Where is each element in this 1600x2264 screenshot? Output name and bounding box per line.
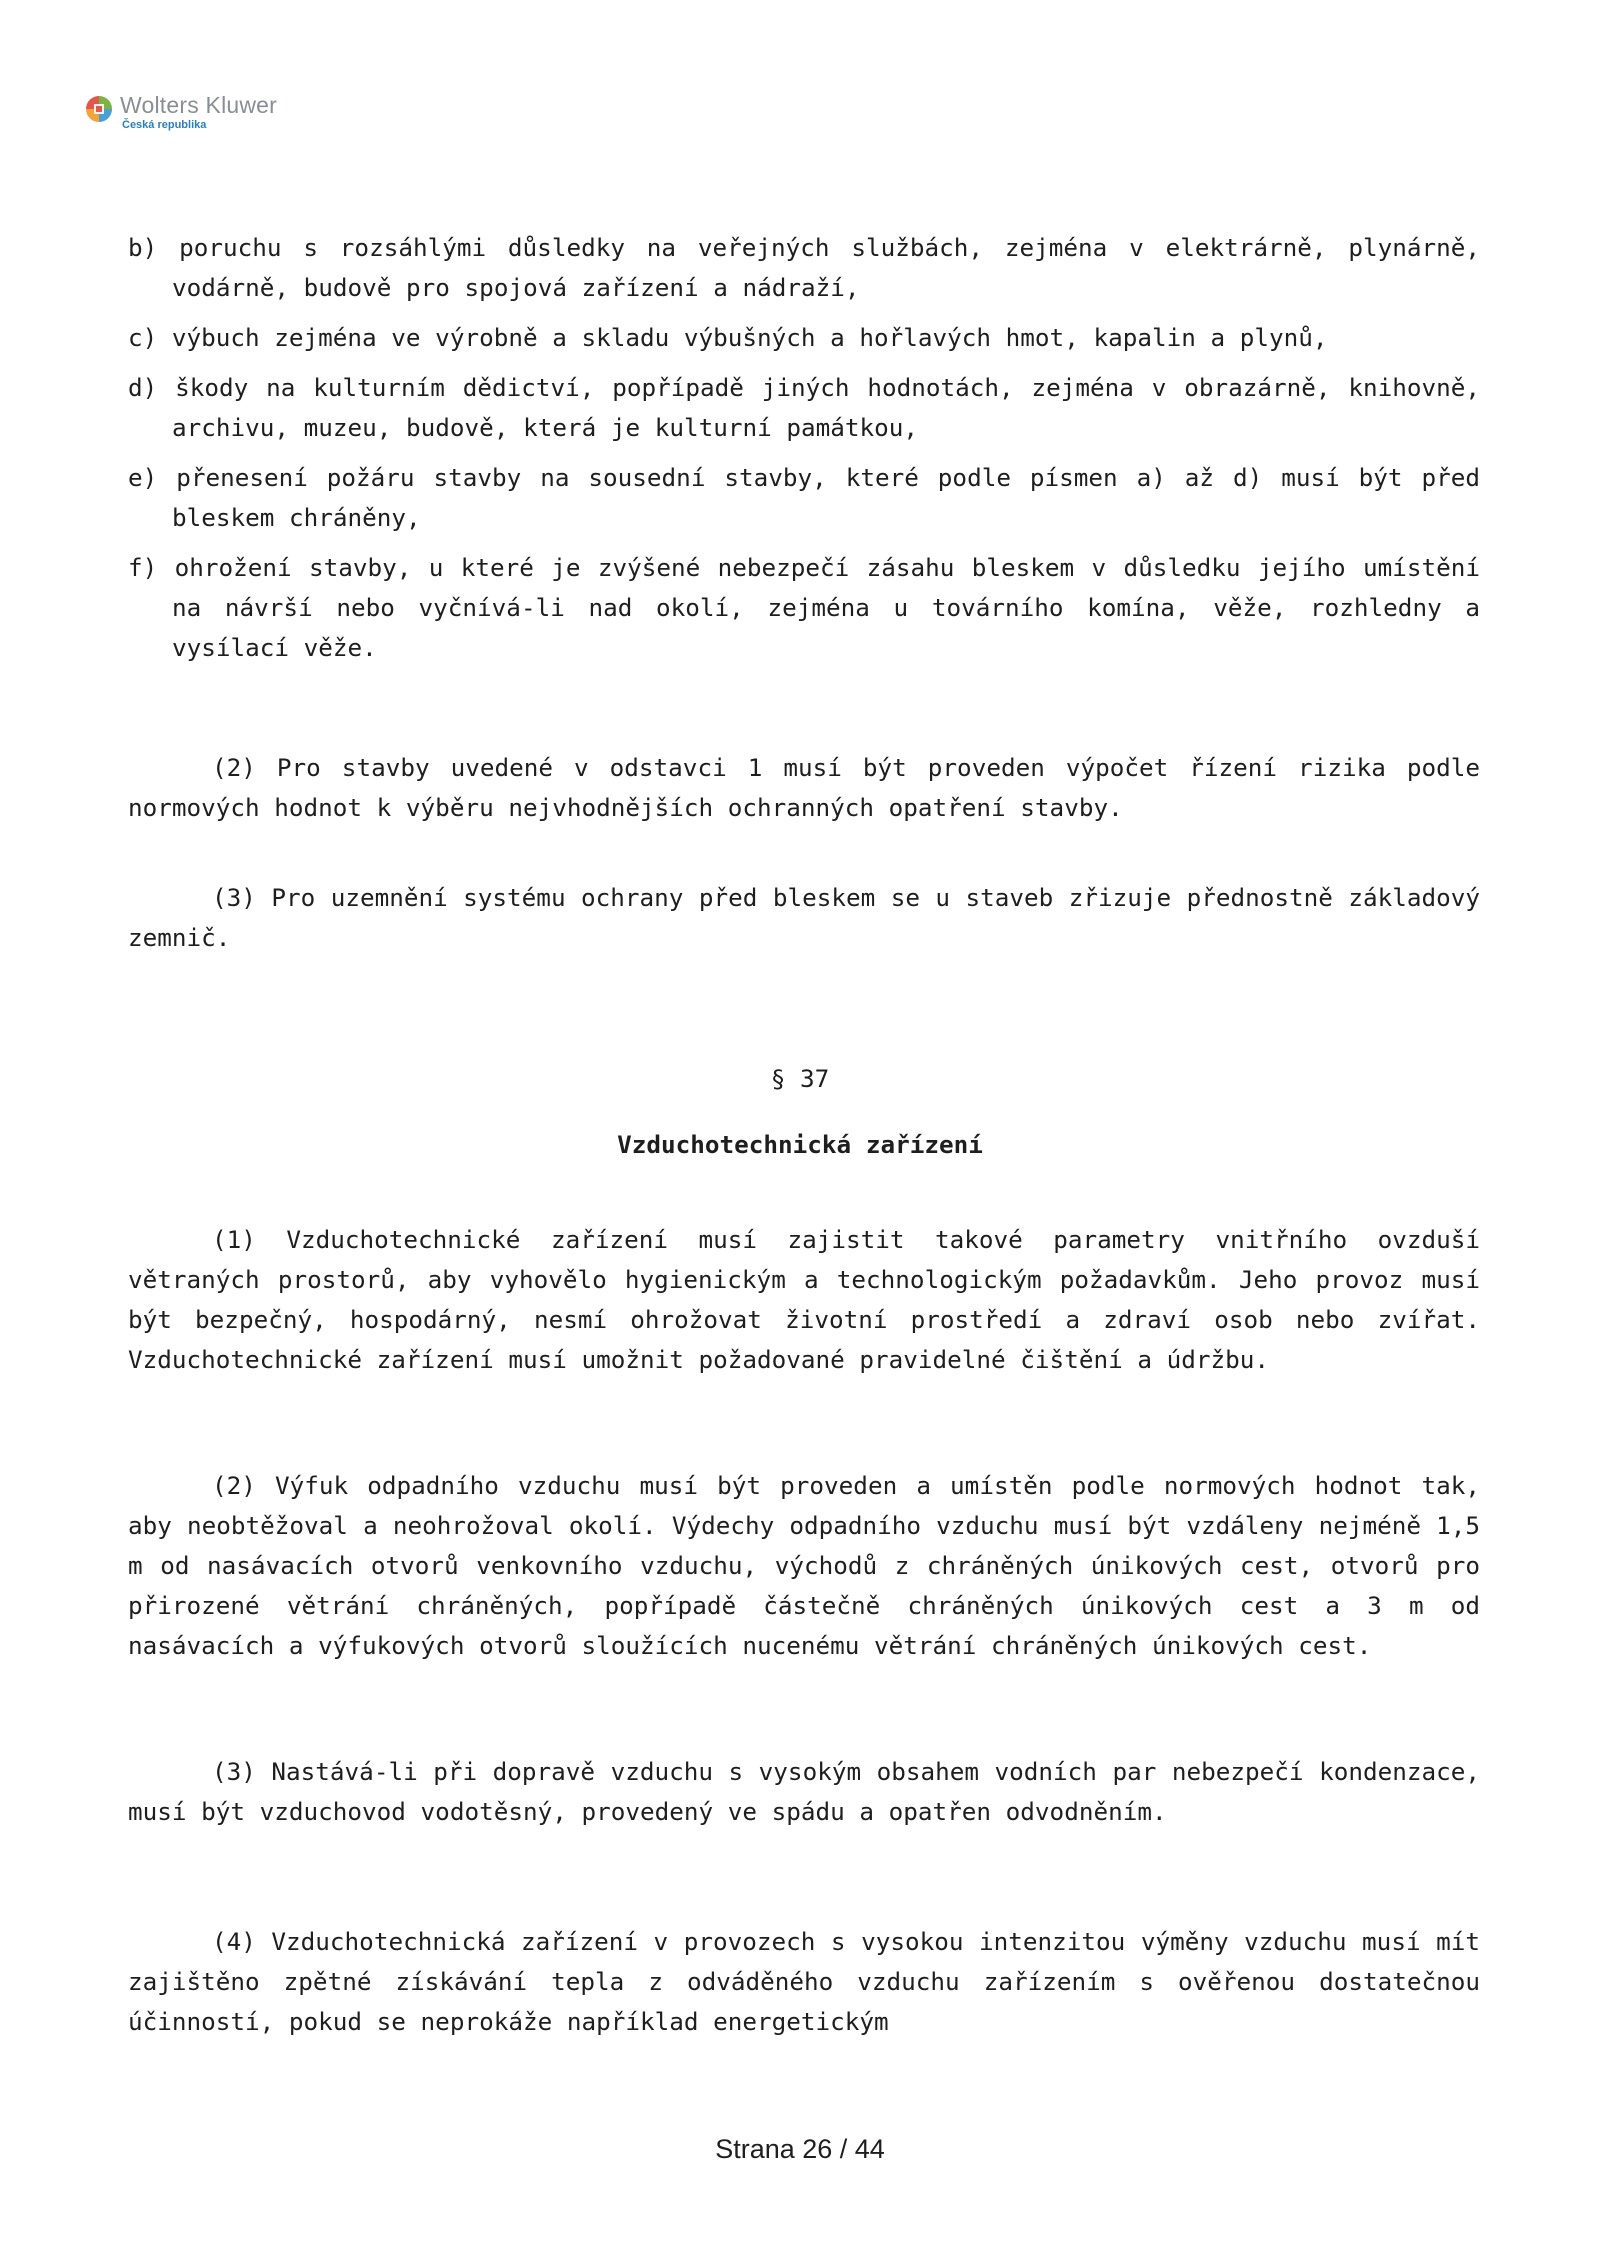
section-title: Vzduchotechnická zařízení (617, 1130, 983, 1159)
brand-subtitle: Česká republika (122, 119, 207, 131)
paragraph-block (128, 1922, 1480, 2042)
wolters-kluwer-logo (84, 92, 277, 140)
section-number: § 37 (770, 1064, 830, 1093)
lightning-conditions-list (128, 228, 1480, 678)
list-item: e) přenesení požáru stavby na sousední stavby, které podle písmen a) až d) musí být před bleskem chráněny, (128, 463, 1480, 532)
paragraph: (1) Vzduchotechnické zařízení musí zajistit takové parametry vnitřního ovzduší větraných prostorů, aby vyhovělo hygienickým a technologickým požadavkům. Jeho provoz musí být bezpečný, hospodárný, nesmí ohrožovat životní prostředí a zdraví osob nebo zvířat. Vzduchotechnické zařízení musí umožnit požadované pravidelné čištění a údržbu. (128, 1225, 1480, 1374)
paragraph-block (128, 1466, 1480, 1666)
paragraph-block (128, 878, 1480, 958)
list-item: c) výbuch zejména ve výrobně a skladu výbušných a hořlavých hmot, kapalin a plynů, (128, 323, 1328, 352)
page-number: Strana 26 / 44 (715, 2134, 885, 2164)
paragraph-block (128, 1220, 1480, 1380)
paragraph-block (128, 748, 1480, 828)
list-item: d) škody na kulturním dědictví, popřípadě jiných hodnotách, zejména v obrazárně, knihovně, archivu, muzeu, budově, která je kulturní památkou, (128, 373, 1480, 442)
paragraph: (3) Pro uzemnění systému ochrany před bleskem se u staveb zřizuje přednostně základový zemnič. (128, 883, 1480, 952)
list-item: f) ohrožení stavby, u které je zvýšené nebezpečí zásahu bleskem v důsledku jejího umístění na návrší nebo vyčnívá-li nad okolí, zejména u továrního komína, věže, rozhledny a vysílací věže. (128, 553, 1480, 662)
paragraph: (3) Nastává-li při dopravě vzduchu s vysokým obsahem vodních par nebezpečí kondenzace, musí být vzduchovod vodotěsný, provedený ve spádu a opatřen odvodněním. (128, 1757, 1480, 1826)
paragraph-block (128, 1752, 1480, 1832)
list-item: b) poruchu s rozsáhlými důsledky na veřejných službách, zejména v elektrárně, plynárně, vodárně, budově pro spojová zařízení a nádraží, (128, 233, 1480, 302)
wolters-kluwer-logo-icon (84, 94, 114, 124)
brand-name: Wolters Kluwer (120, 92, 278, 118)
paragraph: (2) Pro stavby uvedené v odstavci 1 musí být proveden výpočet řízení rizika podle normových hodnot k výběru nejvhodnějších ochranných opatření stavby. (128, 753, 1480, 822)
paragraph: (4) Vzduchotechnická zařízení v provozech s vysokou intenzitou výměny vzduchu musí mít zajištěno zpětné získávání tepla z odváděného vzduchu zařízením s ověřenou dostatečnou účinností, pokud se neprokáže například energetickým (128, 1927, 1480, 2036)
paragraph: (2) Výfuk odpadního vzduchu musí být proveden a umístěn podle normových hodnot tak, aby neobtěžoval a neohrožoval okolí. Výdechy odpadního vzduchu musí být vzdáleny nejméně 1,5 m od nasávacích otvorů venkovního vzduchu, východů z chráněných únikových cest, otvorů pro přirozené větrání chráněných, popřípadě částečně chráněných únikových cest a 3 m od nasávacích a výfukových otvorů sloužících nucenému větrání chráněných únikových cest. (128, 1471, 1480, 1660)
